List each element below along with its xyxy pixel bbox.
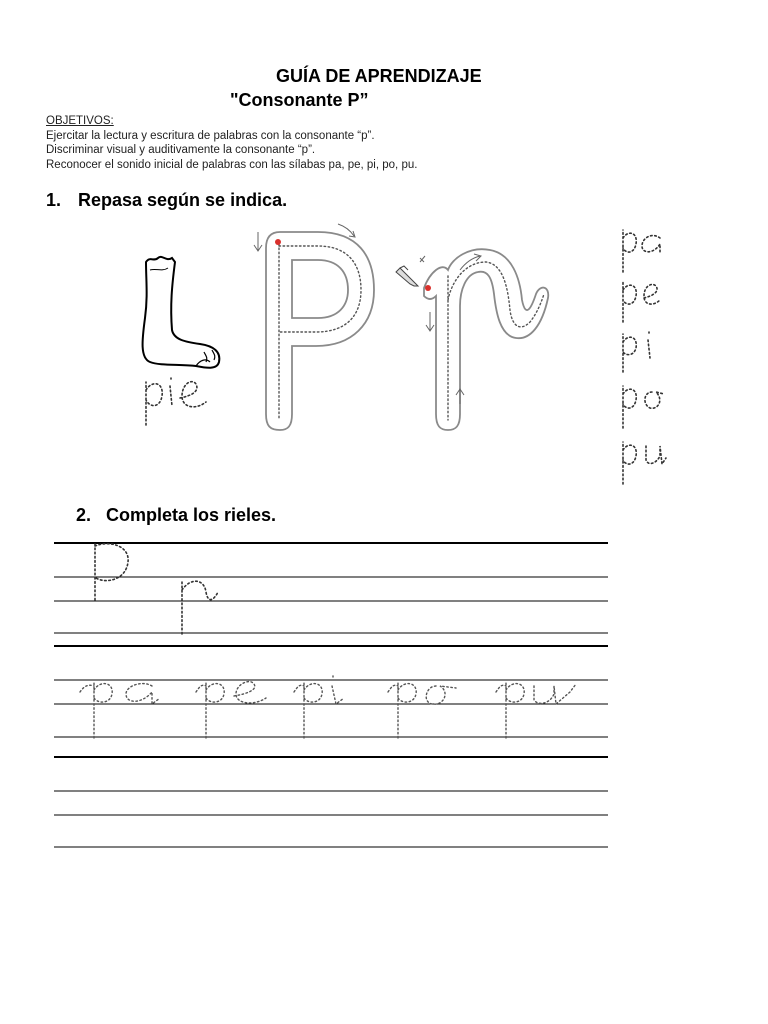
rail-syllable-pu-trace (496, 682, 576, 738)
objectives-heading: OBJETIVOS: (46, 115, 114, 127)
rail-syllable-pi-trace (294, 676, 344, 738)
exercise-1-instruction: Repasa según se indica. (78, 190, 288, 210)
foot-image (143, 257, 220, 368)
rail-letter-p-trace (182, 580, 218, 634)
objective-item: Discriminar visual y auditivamente la consonante “p”. (46, 144, 316, 156)
objective-item: Ejercitar la lectura y escritura de palabras con la consonante “p”. (46, 129, 375, 142)
rail-letter-P-trace (95, 544, 128, 600)
page-subtitle: "Consonante P” (230, 90, 369, 110)
exercise-1-title (46, 190, 287, 211)
lowercase-p-guide (396, 249, 548, 430)
rail-group-3 (54, 757, 608, 847)
syllable-pu-trace (623, 442, 666, 484)
word-pie-trace (146, 378, 206, 425)
exercise-2-instruction: Completa los rieles. (106, 505, 277, 525)
syllable-pi-trace (623, 332, 650, 372)
syllable-column (623, 230, 666, 484)
rail-syllable-po-trace (388, 682, 456, 738)
syllable-pa-trace (623, 230, 660, 272)
rail-group-2 (54, 646, 608, 738)
objective-item: Reconocer el sonido inicial de palabras con las sílabas pa, pe, pi, po, pu. (46, 158, 418, 171)
syllable-pe-trace (623, 282, 660, 322)
pencil-icon (396, 266, 418, 286)
syllable-po-trace (623, 386, 664, 428)
page-title: GUÍA DE APRENDIZAJE (276, 66, 482, 86)
objectives-block (46, 114, 417, 172)
exercise-2-number: 2. (76, 505, 92, 525)
rail-group-1 (54, 543, 608, 634)
rail-syllable-pe-trace (196, 682, 266, 738)
uppercase-p-guide (254, 224, 374, 430)
exercise-2-title (76, 505, 276, 526)
exercise-1-number: 1. (46, 190, 62, 210)
rail-syllable-pa-trace (80, 682, 160, 738)
